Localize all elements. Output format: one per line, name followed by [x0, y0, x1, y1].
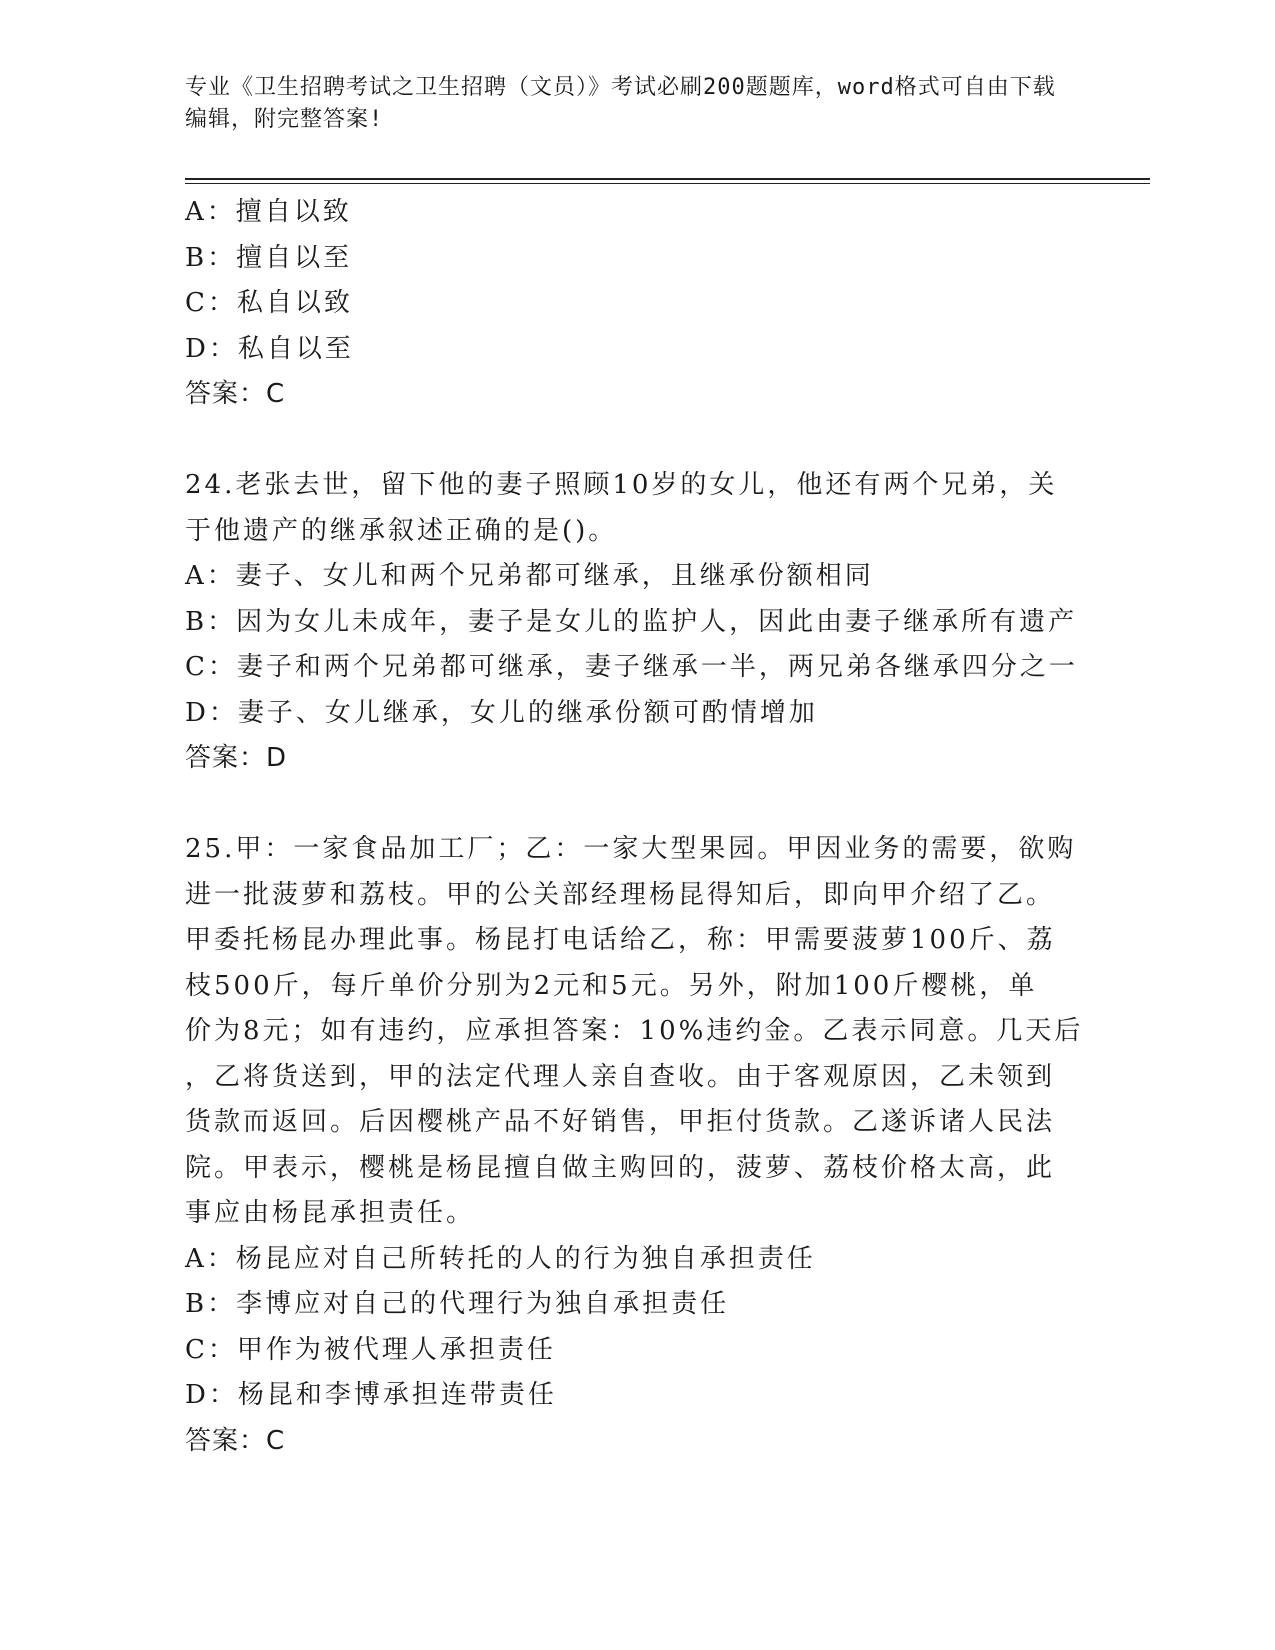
spacer [185, 418, 1085, 464]
option-a: A：擅自以致 [185, 197, 352, 227]
option-b: B：擅自以至 [185, 242, 353, 273]
question-stem-line: 事应由杨昆承担责任。 [185, 1198, 476, 1228]
option-d: D：私自以至 [185, 333, 354, 364]
question-stem-line: 于他遗产的继承叙述正确的是()。 [185, 515, 618, 546]
question-stem-line: 进一批菠萝和荔枝。甲的公关部经理杨昆得知后，即向甲介绍了乙。 [185, 879, 1056, 910]
option-c: C：妻子和两个兄弟都可继承，妻子继承一半，两兄弟各继承四分之一 [185, 652, 1078, 682]
option-b: B：李博应对自己的代理行为独自承担责任 [185, 1289, 730, 1319]
question-stem-line: 甲委托杨昆办理此事。杨昆打电话给乙，称：甲需要菠萝100斤、荔 [185, 925, 1056, 955]
spacer [185, 782, 1085, 828]
question-stem-line: ，乙将货送到，甲的法定代理人亲自查收。由于客观原因，乙未领到 [185, 1061, 1056, 1092]
option-b: B：因为女儿未成年，妻子是女儿的监护人，因此由妻子继承所有遗产 [185, 606, 1078, 637]
document-header: 专业《卫生招聘考试之卫生招聘（文员）》考试必刷200题题库，word格式可自由下载编辑，附完整答案! [185, 75, 1056, 132]
option-d: D：妻子、女儿继承，女儿的继承份额可酌情增加 [185, 697, 818, 728]
option-a: A：杨昆应对自己所转托的人的行为独自承担责任 [185, 1243, 816, 1274]
option-c: C：甲作为被代理人承担责任 [185, 1334, 556, 1365]
question-25 [185, 827, 1085, 1464]
option-a: A：妻子、女儿和两个兄弟都可继承，且继承份额相同 [185, 561, 874, 591]
question-stem-line: 价为8元；如有违约，应承担答案：10%违约金。乙表示同意。几天后 [185, 1016, 1084, 1046]
question-23 [185, 190, 1085, 418]
question-stem-line: 货款而返回。后因樱桃产品不好销售，甲拒付货款。乙遂诉诸人民法 [185, 1107, 1056, 1137]
answer: 答案：C [185, 379, 286, 409]
answer: 答案：C [185, 1425, 286, 1456]
option-d: D：杨昆和李博承担连带责任 [185, 1380, 557, 1410]
header-rule-thin [185, 183, 1150, 184]
question-stem-line: 枝500斤，每斤单价分别为2元和5元。另外，附加100斤樱桃，单 [185, 970, 1038, 1001]
option-c: C：私自以致 [185, 288, 353, 318]
answer: 答案：D [185, 743, 288, 773]
question-stem-line: 院。甲表示，樱桃是杨昆擅自做主购回的，菠萝、荔枝价格太高，此 [185, 1152, 1056, 1183]
question-stem-line: 25.甲：一家食品加工厂；乙：一家大型果园。甲因业务的需要，欲购 [185, 834, 1077, 864]
header-rule-thick [185, 178, 1150, 180]
question-24 [185, 463, 1085, 782]
question-content [185, 190, 1085, 1464]
question-stem-line: 24.老张去世，留下他的妻子照顾10岁的女儿，他还有两个兄弟，关 [185, 470, 1058, 500]
